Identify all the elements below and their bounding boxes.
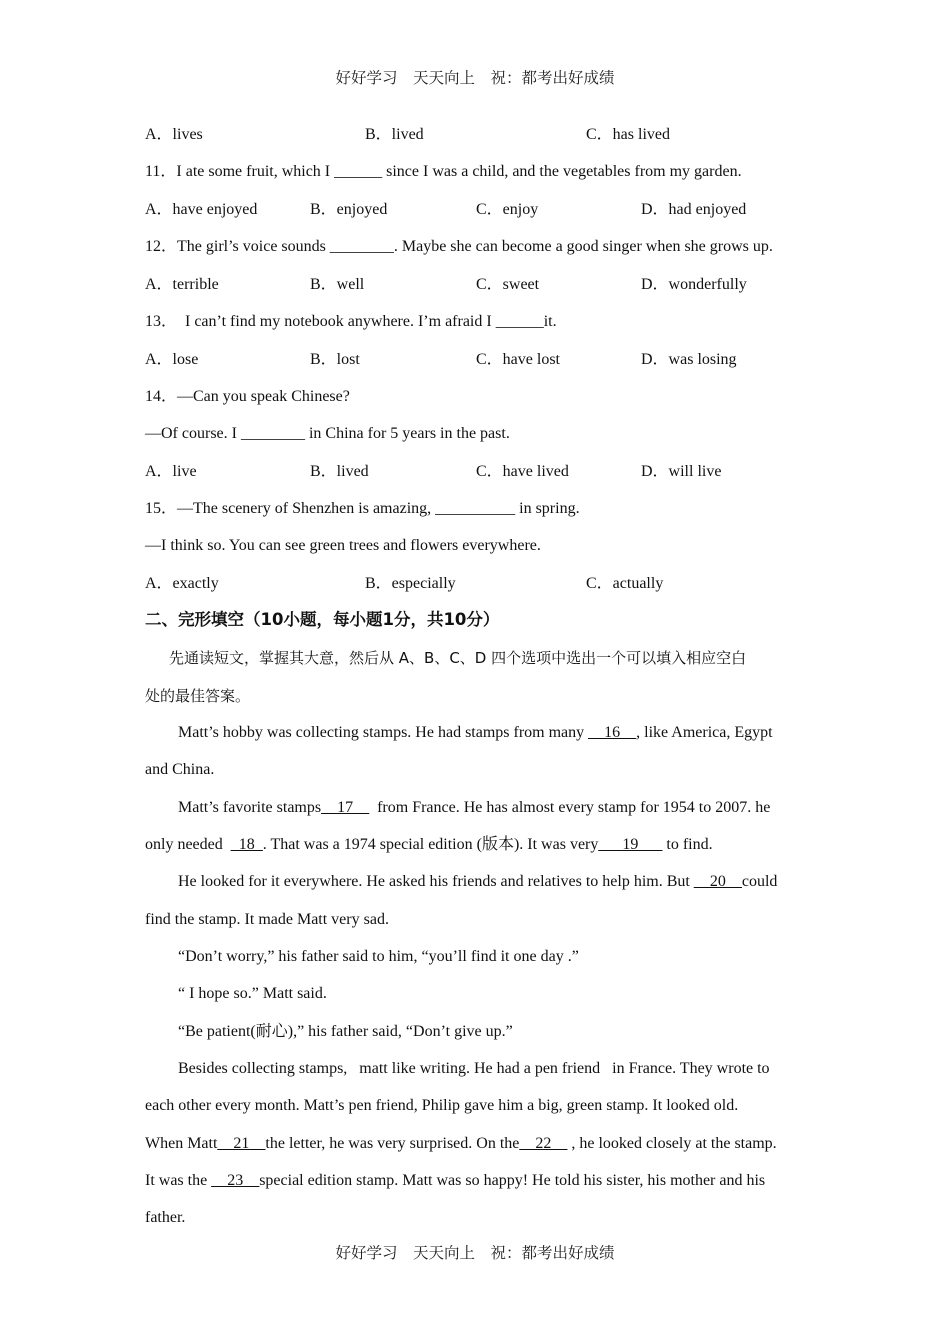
q14-option-c: C．have lived — [476, 463, 569, 480]
q15-reply: —I think so. You can see green trees and flowers everywhere. — [145, 537, 541, 554]
q13-stem: 13． I can’t find my notebook anywhere. I’m afraid I ______it. — [145, 313, 557, 330]
q15-option-c: C．actually — [586, 575, 664, 592]
q10-option-c: C．has lived — [586, 126, 670, 143]
passage-line: “ I hope so.” Matt said. — [178, 985, 327, 1002]
passage-text: When Matt — [145, 1135, 218, 1152]
blank-18: _18_ — [230, 836, 263, 853]
q12-option-a: A．terrible — [145, 276, 219, 293]
q15-option-a: A．exactly — [145, 575, 219, 592]
passage-line — [178, 798, 770, 818]
section-instructions-line2: 处的最佳答案。 — [145, 687, 251, 705]
q14-stem: 14．—Can you speak Chinese? — [145, 388, 350, 405]
passage-line: and China. — [145, 761, 215, 778]
passage-text: Matt’s hobby was collecting stamps. He had stamps from many — [178, 724, 589, 741]
q11-option-b: B．enjoyed — [310, 201, 388, 218]
passage-text: , like America, Egypt — [636, 724, 773, 741]
passage-line — [178, 872, 777, 892]
q10-option-a: A．lives — [145, 126, 203, 143]
passage-line: father. — [145, 1209, 186, 1226]
page-header: 好好学习 天天向上 祝：都考出好成绩 — [335, 69, 615, 87]
q15-stem: 15．—The scenery of Shenzhen is amazing, __________ in spring. — [145, 500, 580, 517]
blank-16: __16__ — [588, 724, 637, 741]
q13-option-a: A．lose — [145, 351, 199, 368]
passage-line: Besides collecting stamps, matt like writing. He had a pen friend in France. They wrote to — [178, 1060, 770, 1077]
passage-text: only needed — [145, 836, 231, 853]
passage-line: “Be patient(耐心),” his father said, “Don’t give up.” — [178, 1023, 513, 1040]
q14-reply: —Of course. I ________ in China for 5 years in the past. — [145, 425, 510, 442]
q15-option-b: B．especially — [365, 575, 456, 592]
blank-22: __22__ — [519, 1135, 568, 1152]
passage-line — [145, 1171, 765, 1191]
passage-text: could — [741, 873, 778, 890]
blank-23: __23__ — [211, 1172, 260, 1189]
passage-line — [178, 723, 773, 743]
passage-text: the letter, he was very surprised. On the — [265, 1135, 520, 1152]
passage-text: special edition stamp. Matt was so happy! He told his sister, his mother and his — [259, 1172, 766, 1189]
q11-stem: 11．I ate some fruit, which I ______ since I was a child, and the vegetables from my garden. — [145, 163, 742, 180]
passage-text: , he looked closely at the stamp. — [567, 1135, 777, 1152]
q12-option-d: D．wonderfully — [641, 276, 747, 293]
passage-text: to find. — [662, 836, 713, 853]
q14-option-a: A．live — [145, 463, 197, 480]
q12-option-c: C．sweet — [476, 276, 540, 293]
q11-option-c: C．enjoy — [476, 201, 539, 218]
q11-option-d: D．had enjoyed — [641, 201, 747, 218]
section-title: 二、完形填空（10小题，每小题1分，共10分） — [145, 610, 500, 629]
section-instructions-line1: 先通读短文，掌握其大意，然后从 A、B、C、D 四个选项中选出一个可以填入相应空白 — [169, 649, 747, 667]
q12-stem: 12．The girl’s voice sounds ________. Maybe she can become a good singer when she grows up. — [145, 238, 773, 255]
q12-option-b: B．well — [310, 276, 365, 293]
blank-17: __17__ — [321, 799, 370, 816]
passage-line: “Don’t worry,” his father said to him, “you’ll find it one day .” — [178, 948, 579, 965]
passage-line: find the stamp. It made Matt very sad. — [145, 911, 389, 928]
passage-text: Matt’s favorite stamps — [178, 799, 322, 816]
q10-option-b: B．lived — [365, 126, 424, 143]
q14-option-b: B．lived — [310, 463, 369, 480]
passage-text: He looked for it everywhere. He asked his friends and relatives to help him. But — [178, 873, 694, 890]
passage-text: It was the — [145, 1172, 212, 1189]
q13-option-b: B．lost — [310, 351, 360, 368]
passage-line — [145, 835, 713, 855]
blank-21: __21__ — [217, 1135, 266, 1152]
q13-option-c: C．have lost — [476, 351, 560, 368]
passage-text: from France. He has almost every stamp for 1954 to 2007. he — [369, 799, 771, 816]
blank-19: ___19___ — [598, 836, 663, 853]
passage-text: . That was a 1974 special edition (版本). It was very — [262, 836, 599, 853]
q11-option-a: A．have enjoyed — [145, 201, 258, 218]
q14-option-d: D．will live — [641, 463, 722, 480]
blank-20: __20__ — [693, 873, 742, 890]
passage-line — [145, 1134, 777, 1154]
q13-option-d: D．was losing — [641, 351, 737, 368]
page-footer: 好好学习 天天向上 祝：都考出好成绩 — [335, 1244, 615, 1262]
passage-line: each other every month. Matt’s pen friend, Philip gave him a big, green stamp. It looked old. — [145, 1097, 739, 1114]
